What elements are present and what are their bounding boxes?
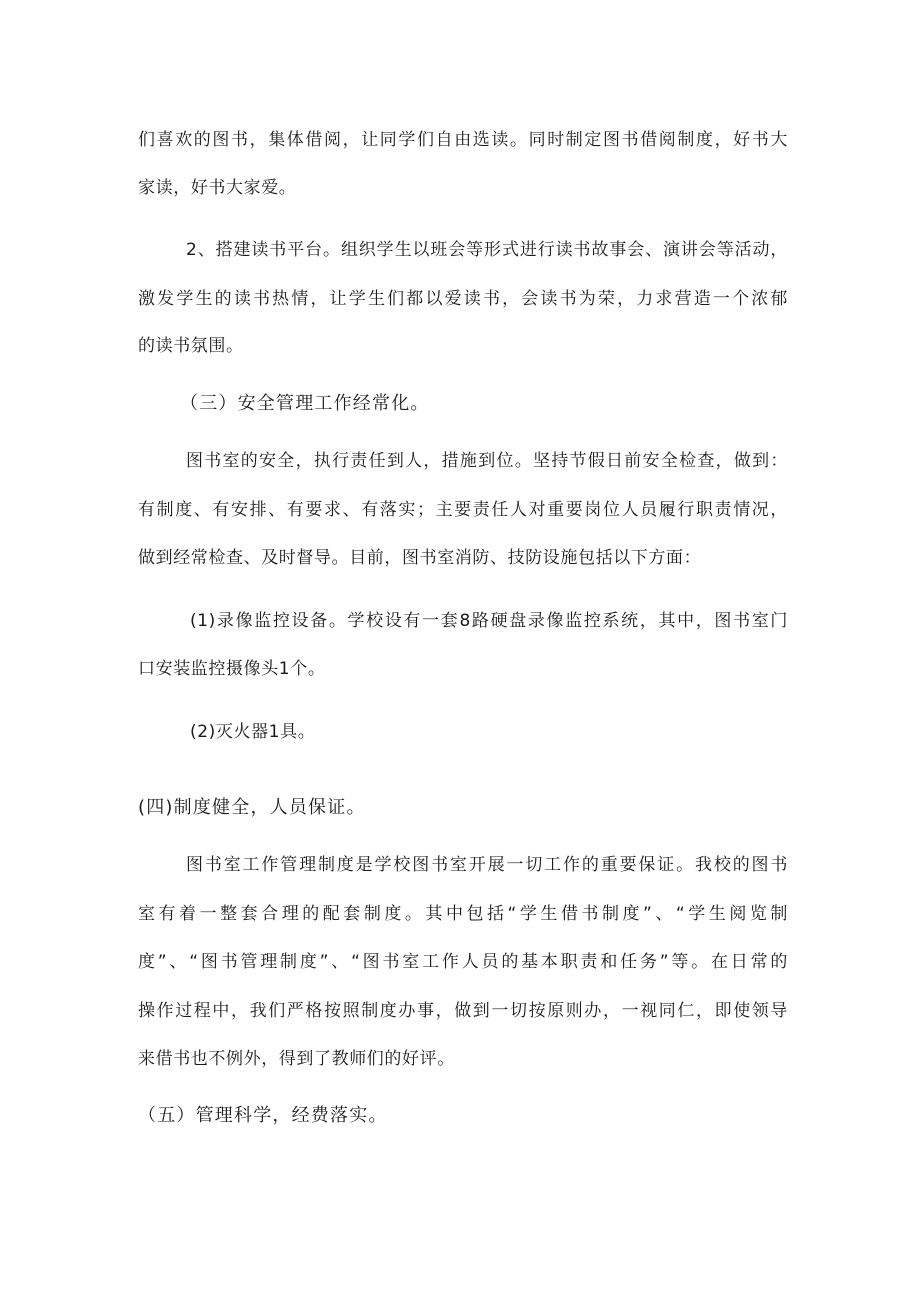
paragraph-3-line-3: 做到经常检查、及时督导。目前，图书室消防、技防设施包括以下方面： xyxy=(138,548,702,568)
paragraph-4-line-4: 操作过程中，我们严格按照制度办事，做到一切按原则办，一视同仁，即使领导 xyxy=(138,1001,788,1021)
paragraph-3-line-2: 有制度、有安排、有要求、有落实；主要责任人对重要岗位人员履行职责情况， xyxy=(138,500,788,520)
paragraph-4-line-2: 室有着一整套合理的配套制度。其中包括“学生借书制度”、“学生阅览制 xyxy=(138,904,788,924)
paragraph-4-line-3: 度”、“图书管理制度”、“图书室工作人员的基本职责和任务”等。在日常的 xyxy=(138,952,788,972)
paragraph-1-line-2: 家读，好书大家爱。 xyxy=(138,178,297,198)
section-heading-5: （五）管理科学，经费落实。 xyxy=(138,1105,388,1126)
paragraph-4-line-5: 来借书也不例外，得到了教师们的好评。 xyxy=(138,1049,455,1069)
list-item-1-line-2: 口安装监控摄像头1个。 xyxy=(138,659,326,679)
list-item-1-line-1: (1)录像监控设备。学校设有一套8路硬盘录像监控系统，其中，图书室门 xyxy=(190,611,788,631)
paragraph-2-line-2: 激发学生的读书热情，让学生们都以爱读书，会读书为荣，力求营造一个浓郁 xyxy=(138,289,788,309)
paragraph-2-line-1: 2、搭建读书平台。组织学生以班会等形式进行读书故事会、演讲会等活动， xyxy=(186,240,788,260)
paragraph-2-line-3: 的读书氛围。 xyxy=(138,336,244,356)
paragraph-4-line-1: 图书室工作管理制度是学校图书室开展一切工作的重要保证。我校的图书 xyxy=(186,855,788,875)
paragraph-3-line-1: 图书室的安全，执行责任到人，措施到位。坚持节假日前安全检查，做到： xyxy=(186,451,788,471)
list-item-2: (2)灭火器1具。 xyxy=(190,722,316,742)
paragraph-1-line-1: 们喜欢的图书，集体借阅，让同学们自由选读。同时制定图书借阅制度，好书大 xyxy=(138,130,788,150)
section-heading-4: (四)制度健全，人员保证。 xyxy=(138,797,366,818)
section-heading-3: （三）安全管理工作经常化。 xyxy=(180,393,430,414)
